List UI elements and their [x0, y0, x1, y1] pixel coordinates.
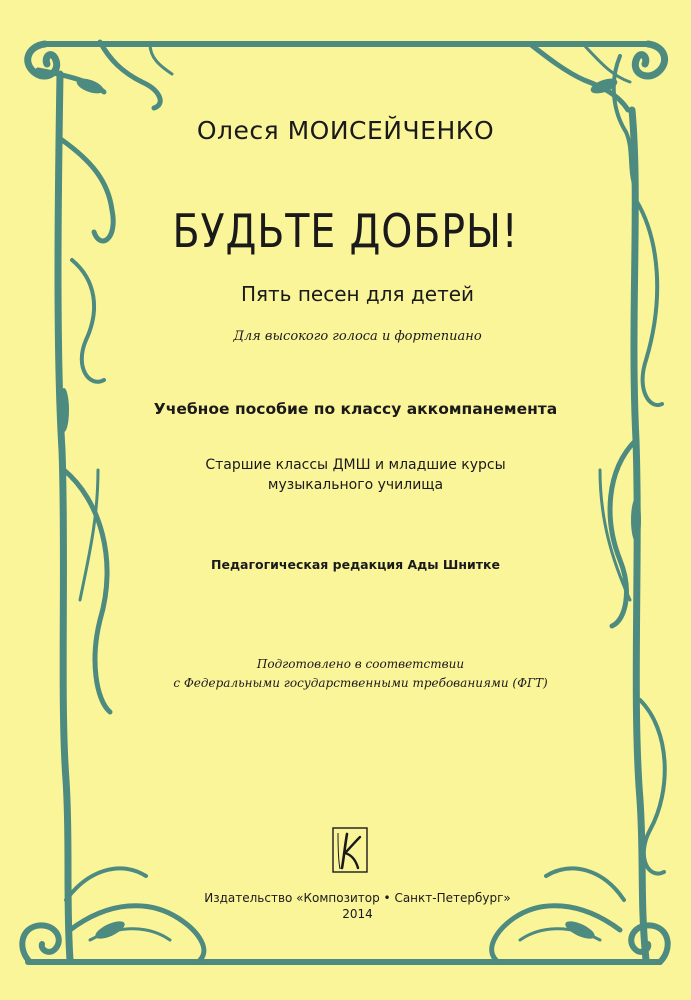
- author-name: [0, 116, 691, 145]
- audience-line-2: музыкального училища: [267, 477, 444, 493]
- frame-bottom-right-scroll: [631, 925, 668, 962]
- publisher-line: Издательство «Композитор • Санкт-Петербург»: [204, 891, 511, 905]
- frame-bottom-left-scroll: [22, 925, 59, 962]
- frame-right-curl-lower: [640, 700, 665, 874]
- author-first-name: Олеся: [196, 116, 280, 145]
- publication-year: 2014: [342, 907, 373, 921]
- book-subtitle: Пять песен для детей: [240, 282, 475, 306]
- publisher-k-logo-icon: [330, 825, 370, 875]
- standard-note-line-2: с Федеральными государственными требованиями (ФГТ): [173, 676, 548, 690]
- editor-credit: Педагогическая редакция Ады Шнитке: [211, 557, 500, 572]
- standard-note-line-1: Подготовлено в соответствии: [256, 657, 465, 671]
- frame-top-right-scroll: [635, 44, 664, 76]
- course-description: Учебное пособие по классу аккомпанемента: [153, 400, 558, 418]
- instrumentation: Для высокого голоса и фортепиано: [233, 329, 482, 344]
- book-title: БУДЬТЕ ДОБРЫ!: [172, 204, 519, 258]
- author-last-name: МОИСЕЙЧЕНКО: [287, 116, 495, 145]
- audience-line-1: Старшие классы ДМШ и младшие курсы: [205, 457, 506, 473]
